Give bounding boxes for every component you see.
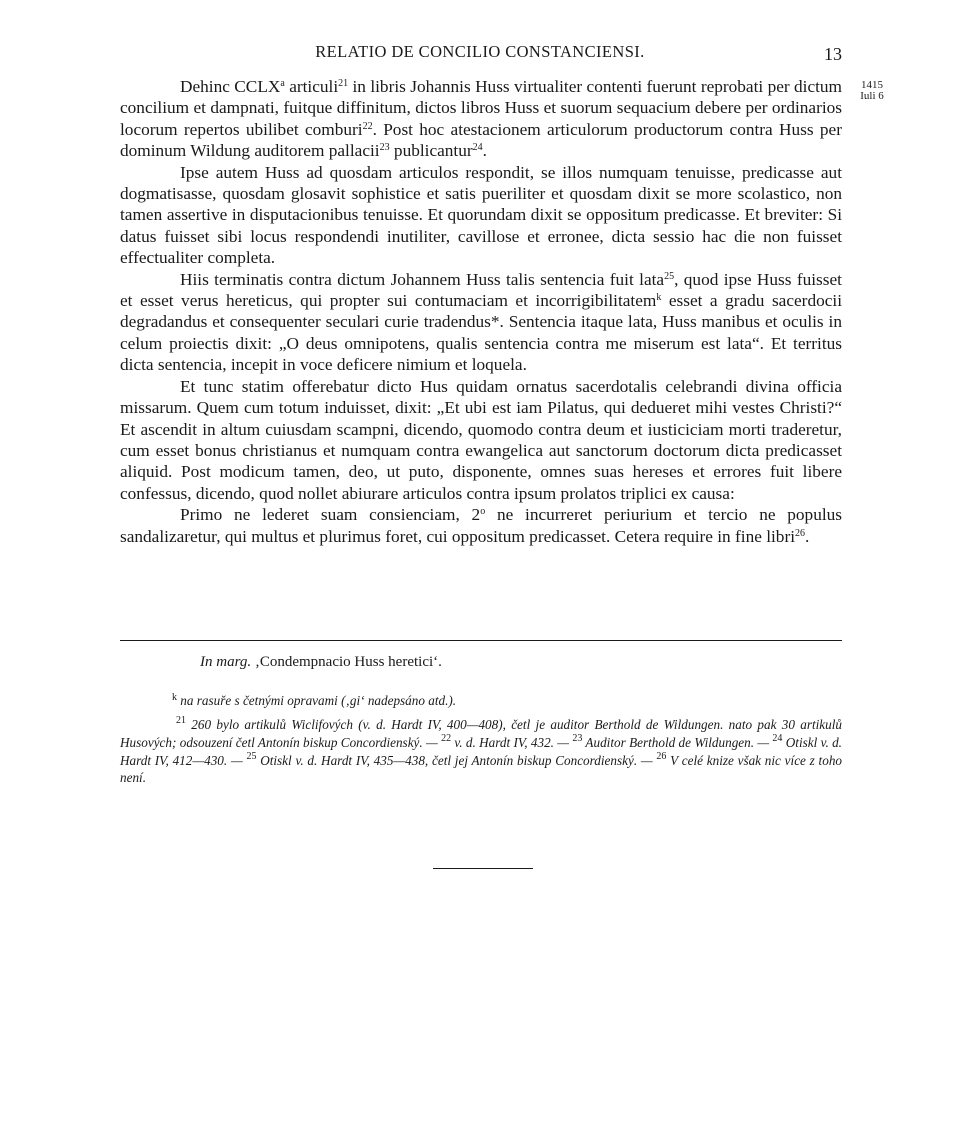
paragraph-3 xyxy=(120,269,842,376)
footnote-number: 24 xyxy=(772,732,783,744)
note-mark: k xyxy=(172,692,177,703)
end-rule xyxy=(433,868,533,869)
footnote-number: 21 xyxy=(176,715,186,726)
footnote-ref: 23 xyxy=(379,142,390,154)
footnote-number: 26 xyxy=(656,750,667,762)
footnote-ref: 21 xyxy=(338,78,349,89)
main-text xyxy=(120,76,842,547)
margin-year: 1415 xyxy=(861,79,883,91)
note-text: ‚Condempnacio Huss heretici‘. xyxy=(251,654,442,670)
text-run: , quod ipse Huss fuisset et esset verus hereticus, qui propter sui contumaciam et incorrigibilitatem xyxy=(120,269,842,311)
paragraph-4 xyxy=(120,376,842,504)
margin-day: Iuli 6 xyxy=(860,90,884,102)
text-run: . xyxy=(805,526,810,546)
footnote-ref: 24 xyxy=(472,142,483,154)
footnote-text: Otiskl v. d. Hardt IV, 412—430. — xyxy=(120,734,842,768)
numbered-footnotes xyxy=(120,716,842,787)
footnote-number: 23 xyxy=(572,732,583,744)
variant-mark: k xyxy=(656,292,662,304)
footnote-text: 260 bylo artikulů Wiclifových (v. d. Hardt IV, 400—408), četl je auditor Berthold de Wildungen. nato pak 30 artikulů Husových; odsouzení četl Antonín biskup Concordienský. — xyxy=(120,717,842,750)
paragraph-1 xyxy=(120,76,842,162)
text-run: . Post hoc atestacionem articulorum productorum contra Huss per dominum Wildung auditorem pallacii xyxy=(120,119,842,161)
running-head: RELATIO DE CONCILIO CONSTANCIENSI. xyxy=(315,42,645,61)
footnote-text: v. d. Hardt IV, 432. — xyxy=(451,734,573,750)
text-run: Primo ne lederet suam consienciam, 2 xyxy=(180,505,481,525)
text-run: Et tunc statim offerebatur dicto Hus quidam ornatus sacerdotalis celebrandi divina officia missarum. Quem cum totum induisset, dixit: „Et ubi est iam Pilatus, qui dedueret mihi vestes Christi?“ Et ascendit in altum cuiusdam scampni, dicendo, quomodo contra deum et iusticiciam morti traderetur, cum esset bonus christianus et numquam contra ewangelica aut sanctorum doctorum dicta predicasset aliquid. Post modicum tamen, deo, ut puto, disponente, omnes suas hereses et errores fuit libere confessus, dicendo, quod nollet abiurare articulos contra ipsum prolatos triplici ex causa: xyxy=(120,376,842,503)
page-number: 13 xyxy=(824,44,842,64)
text-run: publicantur xyxy=(389,141,473,161)
text-run: in libris Johannis Huss virtualiter contenti fuerunt reprobati per dictum concilium et dampnati, fuitque diffinitum, dictos libros Huss et suorum sequacium debere per ordinarios locorum repertos ubilibet comburi xyxy=(120,77,843,139)
text-run: articuli xyxy=(284,77,339,96)
text-run: Hiis terminatis contra dictum Johannem Huss talis sentencia fuit lata xyxy=(180,269,665,289)
text-run: ne incurreret periurium et tercio ne populus sandalizaretur, qui multus et plurimus foret, cui oppositum predicasset. Cetera require in fine libri xyxy=(120,505,843,546)
ordinal-mark: o xyxy=(480,506,486,518)
paragraph-5 xyxy=(120,504,842,547)
paragraph-2 xyxy=(120,162,842,269)
note-lead: In marg. xyxy=(200,654,252,670)
footnote-ref: 25 xyxy=(664,270,675,282)
footnote-separator xyxy=(120,640,842,641)
footnote-text: Otiskl v. d. Hardt IV, 435—438, četl jej Antonín biskup Concordienský. — xyxy=(256,752,657,768)
note-text: na rasuře s četnými opravami (‚gi‘ nadepsáno atd.). xyxy=(177,693,457,708)
marginal-note xyxy=(200,654,922,672)
footnote-text: Auditor Berthold de Wildungen. — xyxy=(582,734,773,750)
textual-note-k xyxy=(172,692,894,710)
text-run: esset a gradu sacerdocii degradandus et consequenter seculari curie tradendus*. Sentencia itaque lata, Huss manibus et oculis in celum proiectis dixit: „O deus omnipotens, qualis sentencia contra me miserum est lata“. Et territus dicta sentencia, incepit in voce deficere nimium et loquela. xyxy=(120,291,842,375)
text-run: Dehinc CCLX xyxy=(180,77,281,96)
footnote-number: 25 xyxy=(246,750,257,762)
text-run: . xyxy=(482,141,487,161)
text-run: Ipse autem Huss ad quosdam articulos respondit, se illos numquam tenuisse, predicasse aut dogmatisasse, quosdam glosavit sophistice et satis pueriliter et quosdam dixit se more scolastico, non tamen assertive in disputacionibus tenuisse. Et quorundam dixit se oppositum predicasse. Et breviter: Si datus fuisset sibi locus respondendi inutiliter, cavillose et erronee, dicta sessio hac die non fuisset effectualiter completa. xyxy=(120,162,842,268)
margin-date-note xyxy=(852,80,892,102)
footnote-ref: 26 xyxy=(795,527,806,539)
footnote-number: 22 xyxy=(441,732,452,744)
variant-mark: a xyxy=(280,78,285,89)
footnote-text: V celé knize však nic více z toho není. xyxy=(120,752,843,786)
footnote-ref: 22 xyxy=(362,120,373,132)
